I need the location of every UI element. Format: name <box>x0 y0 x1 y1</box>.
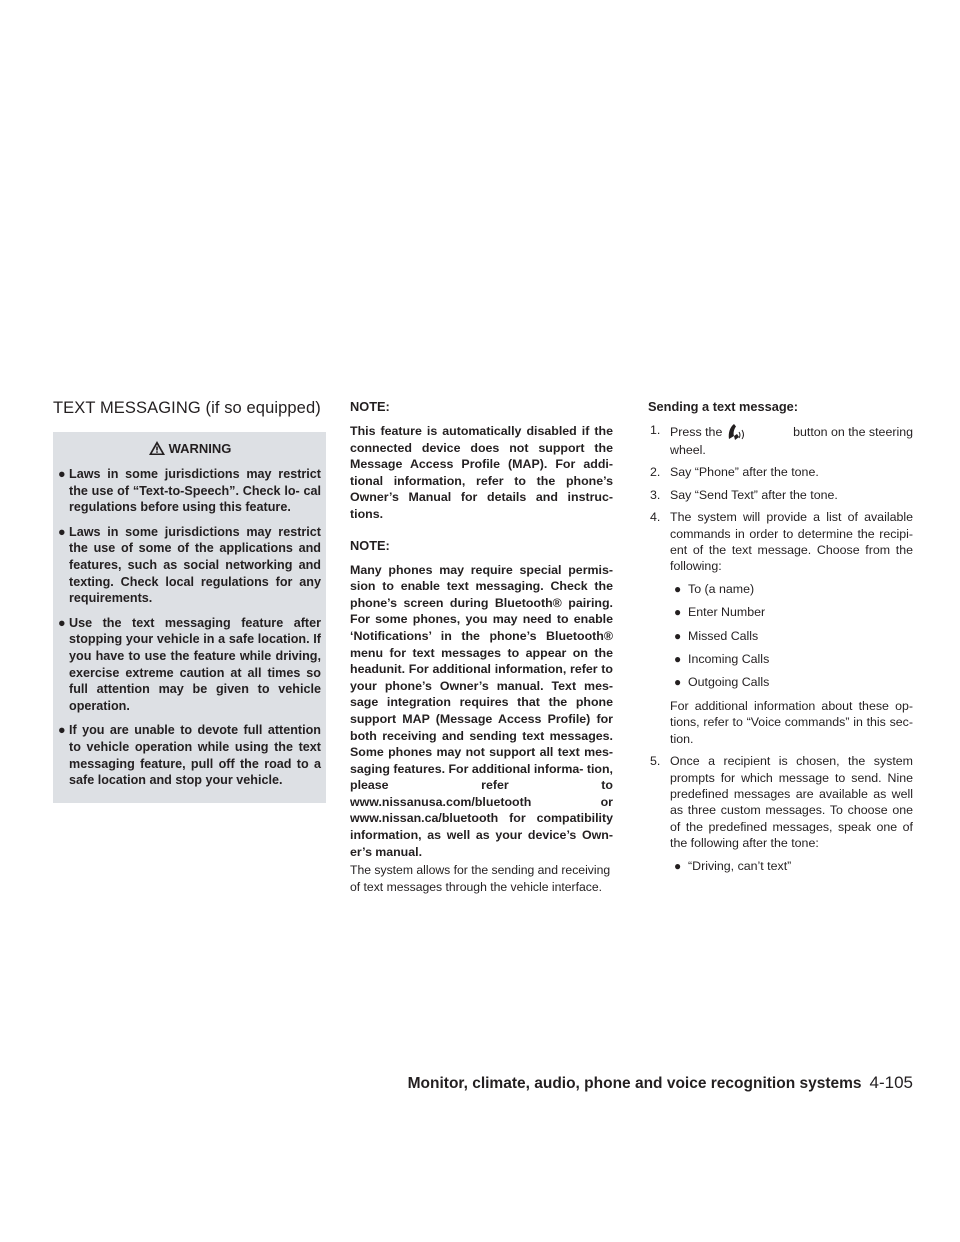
list-item: ● Incoming Calls <box>674 652 770 667</box>
step-5 <box>648 753 913 881</box>
left-column <box>53 398 326 803</box>
step-text: Say “Phone” after the tone. <box>670 465 819 480</box>
subsection-heading: Sending a text message: <box>648 399 799 414</box>
step-text: Press the <box>670 424 723 439</box>
intro-paragraph: The system allows for the sending and receiving of text messages through the vehicle interface. <box>350 863 611 894</box>
note-text: This feature is automatically disabled if the connected device does not support the Message Access Profile (MAP). For addi- tional information, refer to the phone’s Owner’s Manual for details and instruc- tions. <box>350 424 613 521</box>
list-item: ● Outgoing Calls <box>674 675 770 690</box>
phone-talk-icon <box>726 422 764 442</box>
step-4 <box>648 509 913 747</box>
step-number: 5. <box>650 754 661 769</box>
list-item: ● “Driving, can’t text” <box>674 858 792 873</box>
bullet: ● <box>674 605 682 620</box>
step-number: 3. <box>650 487 661 502</box>
warning-header <box>58 440 321 456</box>
list-item: ● Missed Calls <box>674 628 759 643</box>
step-number: 4. <box>650 510 661 525</box>
step-3 <box>648 487 913 503</box>
list-item: ● To (a name) <box>674 581 755 596</box>
warning-item: ● Laws in some jurisdictions may restrict the use of “Text-to-Speech”. Check lo- cal regulations before using this feature. <box>58 467 321 515</box>
warning-box <box>53 432 326 803</box>
page-footer <box>408 1073 913 1093</box>
note-heading: NOTE: <box>350 537 390 553</box>
warning-heading: WARNING <box>168 440 232 456</box>
note-heading: NOTE: <box>350 399 390 414</box>
options-list <box>674 858 913 874</box>
step-text: The system will provide a list of available commands in order to determine the recipi- ent of the text message. Choose from the following: <box>670 510 913 574</box>
step-1 <box>648 422 913 458</box>
step-text: Once a recipient is chosen, the system prompts for which message to send. Nine predefined messages are available as well as three custom messages. To choose one of the predefined messages, speak one of the following after the tone: <box>670 754 913 851</box>
bullet: ● <box>674 652 682 667</box>
note-text: Many phones may require special permis- sion to enable text messaging. Check the phone’s screen during Bluetooth® pairing. For some phones, you may need to enable ‘Notifications’ in the phone’s Bluetooth® menu for text messages to appear on the headunit. For additional information, refer to your phone’s Owner’s manual. Text mes- sage integration requires that the phone support MAP (Message Access Profile) for both receiving and sending text messages. Some phones may not support all text mes- saging features. For additional informa- tion, please refer to www.nissanusa.com/bluetooth or www.nissan.ca/bluetooth for compatibility information, as well as your device’s Own- er’s manual. <box>350 562 613 859</box>
section-title: TEXT MESSAGING (if so equipped) <box>53 399 321 417</box>
bullet: ● <box>58 467 66 481</box>
footer-title: Monitor, climate, audio, phone and voice recognition systems <box>407 1075 862 1092</box>
step-number: 2. <box>650 465 661 480</box>
bullet: ● <box>674 581 682 596</box>
warning-item: ● Laws in some jurisdictions may restrict the use of some of the applications and features, such as social networking and texting. Check local regulations for any requirements. <box>58 524 321 606</box>
step-note: For additional information about these op- tions, refer to “Voice commands” in this sec- tion. <box>670 698 913 746</box>
list-item: ● Enter Number <box>674 605 766 620</box>
page-number: 4-105 <box>869 1073 913 1092</box>
bullet: ● <box>674 675 682 690</box>
bullet: ● <box>58 524 66 539</box>
bullet: ● <box>58 615 66 630</box>
bullet: ● <box>674 858 682 873</box>
options-list <box>674 581 913 691</box>
step-text: Say “Send Text” after the tone. <box>670 487 838 502</box>
bullet: ● <box>58 723 66 738</box>
step-2 <box>648 464 913 480</box>
step-text: button on the steering <box>793 424 913 439</box>
step-text: wheel. <box>670 443 706 457</box>
warning-triangle-icon <box>148 440 166 456</box>
step-number: 1. <box>650 423 661 437</box>
warning-item: ● If you are unable to devote full attention to vehicle operation while using the text messaging feature, pull off the road to a safe location and stop your vehicle. <box>58 723 321 788</box>
middle-column <box>350 398 613 895</box>
warning-item: ● Use the text messaging feature after stopping your vehicle in a safe location. If you have to use the feature while driving, exercise extreme caution at all times so full attention may be given to vehicle operation. <box>58 615 321 713</box>
right-column <box>648 398 913 887</box>
bullet: ● <box>674 628 682 643</box>
